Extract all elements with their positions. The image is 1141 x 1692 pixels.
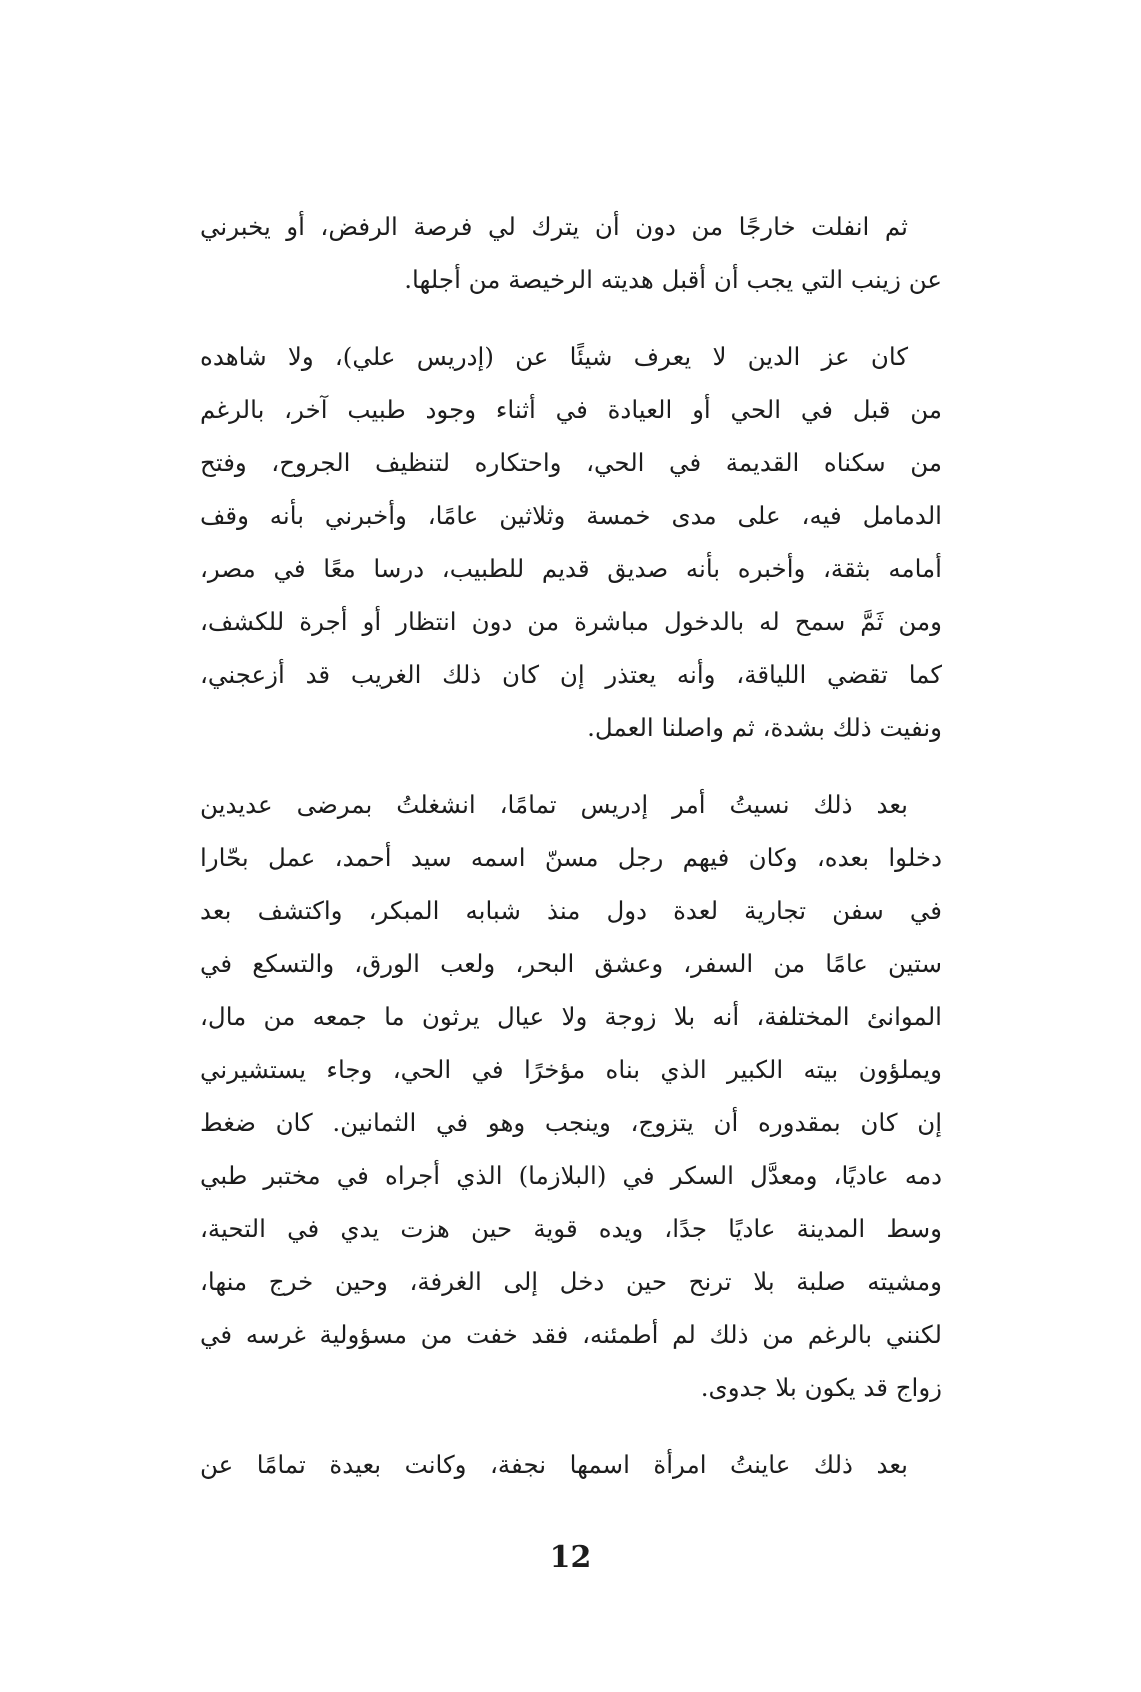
text-line: كان عز الدين لا يعرف شيئًا عن (إدريس علي)، ولا شاهده <box>200 342 908 371</box>
text-line: وسط المدينة عاديًا جدًا، ويده قوية حين هزت يدي في التحية، <box>200 1214 942 1243</box>
paragraph-3 <box>200 778 942 1414</box>
text-line: من سكناه القديمة في الحي، واحتكاره لتنظيف الجروح، وفتح <box>200 448 942 477</box>
text-line: عن زينب التي يجب أن أقبل هديته الرخيصة من أجلها. <box>404 265 942 294</box>
text-line: دمه عاديًا، ومعدَّل السكر في (البلازما) الذي أجراه في مختبر طبي <box>200 1161 942 1190</box>
text-line: بعد ذلك عاينتُ امرأة اسمها نجفة، وكانت بعيدة تمامًا عن <box>200 1450 908 1479</box>
page-number: 12 <box>549 1540 592 1575</box>
text-line: زواج قد يكون بلا جدوى. <box>700 1373 942 1402</box>
paragraph-2 <box>200 330 942 754</box>
text-line: الموانئ المختلفة، أنه بلا زوجة ولا عيال يرثون ما جمعه من مال، <box>200 1002 942 1031</box>
text-line: ستين عامًا من السفر، وعشق البحر، ولعب الورق، والتسكع في <box>200 949 942 978</box>
body-text <box>200 200 942 1515</box>
text-line: ومشيته صلبة بلا ترنح حين دخل إلى الغرفة، وحين خرج منها، <box>200 1267 942 1296</box>
text-line: ومن ثَمَّ سمح له بالدخول مباشرة من دون انتظار أو أجرة للكشف، <box>200 607 942 636</box>
text-line: إن كان بمقدوره أن يتزوج، وينجب وهو في الثمانين. كان ضغط <box>200 1108 942 1137</box>
paragraph-1 <box>200 200 942 306</box>
text-line: في سفن تجارية لعدة دول منذ شبابه المبكر، واكتشف بعد <box>200 896 942 925</box>
text-line: ثم انفلت خارجًا من دون أن يترك لي فرصة الرفض، أو يخبرني <box>200 212 908 241</box>
text-line: ويملؤون بيته الكبير الذي بناه مؤخرًا في الحي، وجاء يستشيرني <box>200 1055 942 1084</box>
text-line: أمامه بثقة، وأخبره بأنه صديق قديم للطبيب، درسا معًا في مصر، <box>200 554 942 583</box>
text-line: كما تقضي اللياقة، وأنه يعتذر إن كان ذلك الغريب قد أزعجني، <box>200 660 942 689</box>
text-line: الدمامل فيه، على مدى خمسة وثلاثين عامًا، وأخبرني بأنه وقف <box>200 501 942 530</box>
text-line: ونفيت ذلك بشدة، ثم واصلنا العمل. <box>587 713 942 742</box>
paragraph-4 <box>200 1438 942 1491</box>
text-line: بعد ذلك نسيتُ أمر إدريس تمامًا، انشغلتُ بمرضى عديدين <box>200 790 908 819</box>
text-line: من قبل في الحي أو العيادة في أثناء وجود طبيب آخر، بالرغم <box>200 395 942 424</box>
text-line: دخلوا بعده، وكان فيهم رجل مسنّ اسمه سيد أحمد، عمل بحّارا <box>200 843 942 872</box>
text-line: لكنني بالرغم من ذلك لم أطمئنه، فقد خفت من مسؤولية غرسه في <box>200 1320 942 1349</box>
